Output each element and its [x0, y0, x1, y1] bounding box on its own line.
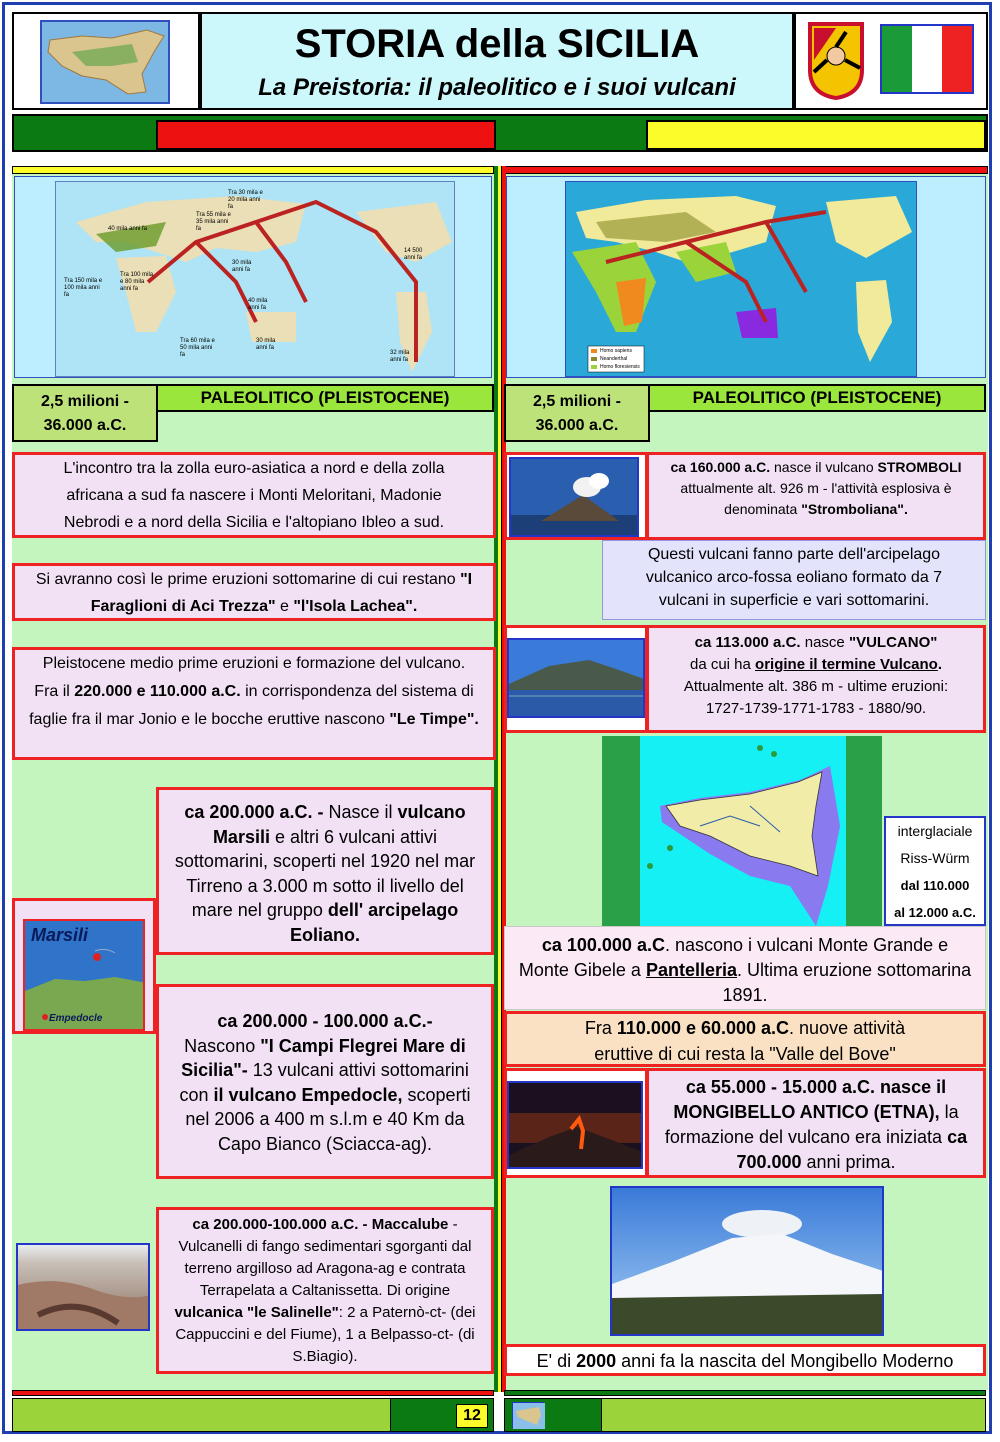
text-run: nasce — [800, 634, 849, 651]
map-label: 40 mila anni fa — [108, 226, 148, 232]
text-run: Si avranno così le prime eruzioni sottomarine di cui restano — [35, 571, 461, 588]
text-run: : 2 a Paternò-ct- (dei Cappuccini e del Fiume), 1 a Belpasso-ct- (di S.Biagio). — [175, 1304, 476, 1365]
vulcano-photo-frame — [504, 625, 648, 733]
etna-night-photo — [507, 1081, 643, 1169]
map-label: 32 mila anni fa — [390, 350, 410, 363]
text-run: da cui ha — [689, 656, 756, 673]
left-map-panel — [14, 176, 492, 378]
text-run: - Vulcanelli di fango sedimentari sgorganti dal terreno argilloso ad Aragona-ag e contrata Terrapelata a Caltanissetta. Di origine — [178, 1216, 472, 1299]
text-run: E' di — [536, 1351, 577, 1371]
date-label: ca 160.000 a.C. — [670, 459, 771, 475]
left-box-timpe — [12, 647, 496, 760]
page-number: 12 — [456, 1404, 488, 1428]
map-label: 30 mila anni fa — [232, 260, 252, 273]
date-range: 110.000 e 60.000 a.C — [616, 1018, 790, 1038]
map-label: 14 500 anni fa — [404, 248, 423, 261]
header-bar-yellow — [646, 120, 986, 150]
date-label: ca 700.000 — [736, 1127, 968, 1172]
text-run: nasce il vulcano — [770, 459, 878, 475]
date-label: ca 113.000 a.C. — [694, 634, 801, 651]
text-run: Pleistocene medio prime eruzioni e formazione del vulcano. Fra il — [34, 655, 466, 700]
footer-left-red-line — [12, 1390, 494, 1396]
vulcano-name: "VULCANO" — [848, 634, 938, 651]
marsili-map-label: Marsili — [31, 925, 89, 945]
left-column-top-line — [12, 166, 494, 174]
interglacial-box — [884, 816, 986, 926]
empedocle-name: il vulcano Empedocle, — [213, 1084, 403, 1105]
date-label: ca 100.000 a.C — [541, 935, 665, 955]
salinelle-name: vulcanica "le Salinelle" — [174, 1304, 339, 1321]
right-box-pantelleria — [504, 926, 986, 1010]
left-box-monti: L'incontro tra la zolla euro-asiatica a nord e della zolla africana a sud fa nascere i Monti Meloritani, Madonie Nebrodi e a nord della Sicilia e l'altopiano Ibleo a sud. — [12, 452, 496, 538]
map-legend-item: Homo sapiens — [600, 348, 632, 354]
right-period-label: PALEOLITICO (PLEISTOCENE) — [648, 384, 986, 412]
text-run: . nascono i vulcani Monte Grande e Monte Gibele a — [518, 935, 949, 980]
marsili-name: vulcano Marsili — [212, 802, 466, 847]
trinacria-emblem-icon — [806, 20, 866, 100]
page-title: STORIA della SICILIA — [294, 22, 700, 66]
text-run: attualmente alt. 926 m - l'attività esplosiva è denominata — [680, 480, 952, 517]
lachea-name: "l'Isola Lachea". — [293, 598, 418, 615]
date-range: 220.000 e 110.000 a.C. — [74, 683, 241, 700]
text-run: la formazione del vulcano era iniziata — [664, 1102, 959, 1147]
left-box-faraglioni — [12, 563, 496, 621]
faraglioni-name: "I Faraglioni di Aci Trezza" — [90, 571, 473, 615]
text-run: anni fa la nascita del Mongibello Moderno — [616, 1351, 954, 1371]
text-run: in corrispondenza del sistema di faglie fra il mar Jonio e le bocche eruttive nascono — [29, 683, 474, 728]
date-label: ca 200.000 a.C. - — [184, 802, 324, 822]
vulcano-photo — [507, 638, 645, 718]
map-label: Tra 150 mila e 100 mila anni fa — [64, 278, 103, 298]
marsili-map — [23, 919, 145, 1031]
eruption-dates: 1727-1739-1771-1783 - 1880/90. — [705, 700, 927, 717]
campi-flegrei-name: "I Campi Flegrei Mare di Sicilia"- — [181, 1035, 466, 1080]
date-label: ca 55.000 - 15.000 a.C. — [685, 1077, 876, 1097]
map-label: Tra 60 mila e 50 mila anni fa — [180, 338, 215, 358]
etna-snow-photo — [610, 1186, 884, 1336]
italian-flag-icon — [880, 24, 974, 94]
text-run: e — [275, 598, 294, 615]
text-run: Nascono — [184, 1035, 261, 1056]
header-bar-red — [156, 120, 496, 150]
sicily-map-thumbnail-box — [12, 12, 200, 110]
mongibello-name: nasce il MONGIBELLO ANTICO (ETNA), — [673, 1077, 947, 1122]
stromboliana-name: "Stromboliana". — [801, 501, 908, 517]
page-subtitle: La Preistoria: il paleolitico e i suoi vulcani — [258, 74, 736, 101]
etna-night-photo-frame — [504, 1068, 648, 1178]
left-box-maccalube — [156, 1207, 494, 1374]
text-run: Fra — [584, 1018, 617, 1038]
text-run: 13 vulcani attivi sottomarini con — [179, 1060, 469, 1105]
stromboli-photo — [509, 457, 639, 537]
text-run: Nasce il — [323, 802, 398, 822]
origin-term: origine il termine Vulcano — [755, 656, 938, 673]
right-box-stromboli — [646, 452, 986, 540]
right-box-arcipelago: Questi vulcani fanno parte dell'arcipelago vulcanico arco-fossa eoliano formato da 7 vulcani in superficie e vari sottomarini. — [602, 540, 986, 620]
text-run: . Ultima eruzione sottomarina 1891. — [722, 960, 972, 1005]
text-run: anni prima. — [801, 1152, 896, 1172]
map-label: Tra 30 mila e 20 mila anni fa — [228, 190, 263, 210]
sicily-map-thumbnail — [40, 20, 170, 104]
text-run: . nuove attività eruttive di cui resta la "Valle del Bove" — [594, 1018, 906, 1064]
title-box — [200, 12, 794, 110]
right-box-mongibello-antico — [646, 1068, 986, 1178]
right-box-valle-del-bove — [504, 1011, 986, 1067]
left-box-campi-flegrei — [156, 984, 494, 1179]
right-date-label: 2,5 milioni - 36.000 a.C. — [504, 384, 650, 442]
right-box-mongibello-moderno — [504, 1344, 986, 1376]
hominid-distribution-map — [565, 181, 917, 377]
stromboli-photo-frame — [504, 452, 648, 540]
footer-map-thumbnail-icon — [512, 1402, 544, 1428]
human-migration-map — [55, 181, 455, 377]
right-column-top-line — [502, 166, 988, 174]
left-period-label: PALEOLITICO (PLEISTOCENE) — [156, 384, 494, 412]
empedocle-map-label: Empedocle — [49, 1013, 103, 1024]
maccalube-label: ca 200.000-100.000 a.C. - Maccalube — [192, 1216, 449, 1233]
sicily-map-sea — [640, 736, 846, 926]
years: 2000 — [576, 1351, 617, 1371]
emblem-box — [794, 12, 988, 110]
timpe-name: "Le Timpe". — [389, 711, 479, 728]
left-date-label: 2,5 milioni - 36.000 a.C. — [12, 384, 158, 442]
map-label: Tra 100 mila e 80 mila anni fa — [120, 272, 154, 292]
text-run: e altri 6 vulcani attivi sottomarini, scoperti nel 1920 nel mar Tirreno a 3.000 m sotto il livello del mare nel gruppo — [174, 826, 476, 920]
stromboli-name: STROMBOLI — [877, 459, 962, 475]
sicily-coastline-map — [602, 736, 882, 926]
map-label: 40 mila anni fa — [248, 298, 268, 311]
text-run: . — [937, 656, 943, 673]
eolian-archipelago: dell' arcipelago Eoliano. — [289, 900, 459, 945]
left-box-marsili — [156, 787, 494, 955]
interglacial-line: al 12.000 a.C. — [894, 905, 976, 920]
map-legend-item: Neanderthal — [600, 356, 628, 362]
map-legend-item: Homo floresiensis — [600, 364, 640, 370]
footer-right-green-line — [504, 1390, 986, 1396]
pantelleria-name: Pantelleria — [645, 960, 737, 980]
interglacial-line: interglaciale — [897, 823, 973, 839]
interglacial-line: Riss-Würm — [900, 850, 970, 866]
right-map-panel — [506, 176, 986, 378]
maccalube-photo — [16, 1243, 150, 1331]
marsili-map-frame — [12, 898, 156, 1034]
text-run: Attualmente alt. 386 m - ultime eruzioni: — [683, 678, 949, 695]
map-label: Tra 55 mila e 35 mila anni fa — [196, 212, 231, 232]
text-run: scoperti nel 2006 a 400 m s.l.m e 40 Km da Capo Bianco (Sciacca-ag). — [185, 1084, 471, 1154]
date-label: ca 200.000 - 100.000 a.C.- — [217, 1011, 433, 1031]
map-label: 30 mila anni fa — [256, 338, 276, 351]
interglacial-line: dal 110.000 — [900, 878, 970, 893]
right-box-vulcano — [646, 625, 986, 733]
